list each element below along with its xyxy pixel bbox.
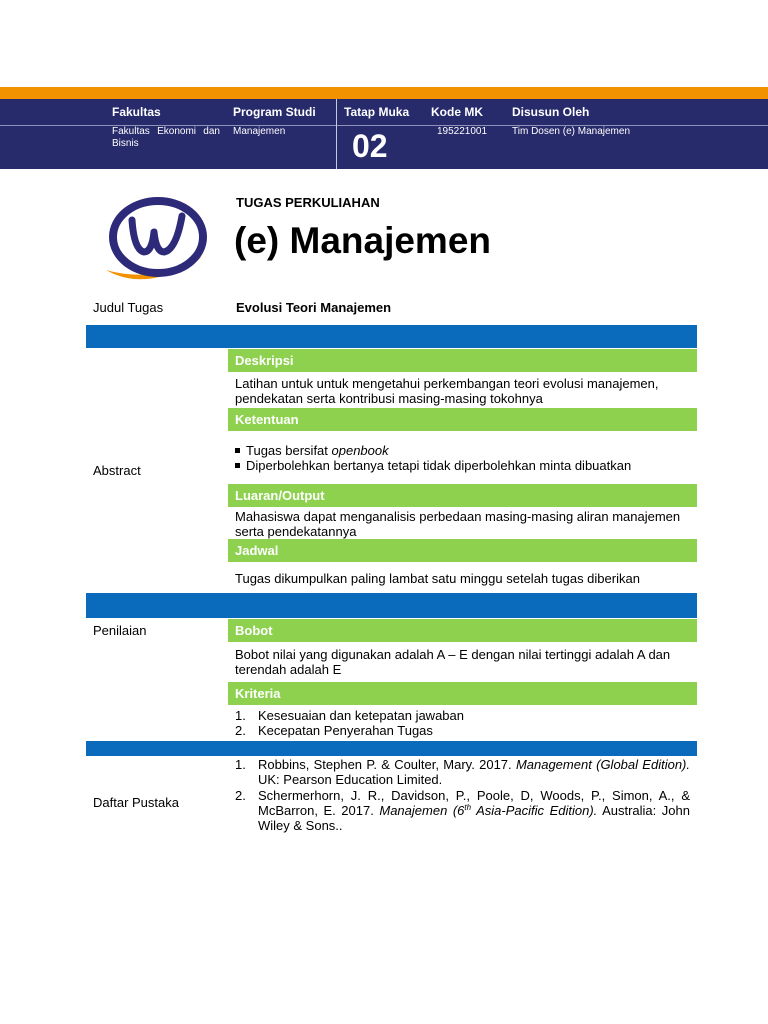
jadwal-heading: Jadwal xyxy=(228,539,697,562)
document-title: (e) Manajemen xyxy=(234,220,492,261)
header-column-divider xyxy=(336,99,337,169)
program-studi-value: Manajemen xyxy=(233,126,286,137)
program-studi-label: Program Studi xyxy=(233,105,316,119)
ketentuan-item: Diperbolehkan bertanya tetapi tidak diperbolehkan minta dibuatkan xyxy=(233,458,631,473)
penilaian-label: Penilaian xyxy=(93,623,147,638)
bobot-heading: Bobot xyxy=(228,619,697,642)
abstract-label: Abstract xyxy=(93,463,141,478)
daftar-pustaka-label: Daftar Pustaka xyxy=(93,795,179,810)
tatap-muka-label: Tatap Muka xyxy=(344,105,410,119)
section-divider xyxy=(86,325,697,348)
tatap-muka-value: 02 xyxy=(352,128,388,164)
fakultas-value: Fakultas Ekonomi dan Bisnis xyxy=(112,126,220,149)
kode-mk-label: Kode MK xyxy=(431,105,483,119)
judul-tugas-label: Judul Tugas xyxy=(93,300,164,315)
judul-tugas-value: Evolusi Teori Manajemen xyxy=(236,300,392,315)
bullet-icon xyxy=(235,448,240,453)
ketentuan-heading: Ketentuan xyxy=(228,408,697,431)
luaran-heading: Luaran/Output xyxy=(228,484,697,507)
kriteria-heading: Kriteria xyxy=(228,682,697,705)
document-type: TUGAS PERKULIAHAN xyxy=(236,195,380,210)
course-info-header xyxy=(0,99,768,169)
deskripsi-text: Latihan untuk untuk mengetahui perkembangan teori evolusi manajemen, pendekatan serta kontribusi masing-masing tokohnya xyxy=(235,376,659,406)
section-divider xyxy=(86,741,697,756)
list-item: 1. Kesesuaian dan ketepatan jawaban xyxy=(235,708,464,723)
kode-mk-value: 195221001 xyxy=(437,126,488,137)
university-logo-icon xyxy=(100,192,212,292)
disusun-oleh-value: Tim Dosen (e) Manajemen xyxy=(512,126,631,137)
reference-item: 2. Schermerhorn, J. R., Davidson, P., Poole, D, Woods, P., Simon, A., & McBarron, E. 2017. Manajemen (6th Asia-Pacific Edition). Australia: John Wiley & Sons.. xyxy=(235,788,690,833)
deskripsi-heading: Deskripsi xyxy=(228,349,697,372)
bobot-text: Bobot nilai yang digunakan adalah A – E dengan nilai tertinggi adalah A dan terendah adalah E xyxy=(235,647,671,677)
disusun-oleh-label: Disusun Oleh xyxy=(512,105,590,119)
section-divider xyxy=(86,593,697,618)
bullet-icon xyxy=(235,463,240,468)
header-accent-bar xyxy=(0,87,768,99)
fakultas-label: Fakultas xyxy=(112,105,161,119)
jadwal-text: Tugas dikumpulkan paling lambat satu minggu setelah tugas diberikan xyxy=(235,571,640,586)
ketentuan-item: Tugas bersifat openbook xyxy=(233,443,389,458)
luaran-text: Mahasiswa dapat menganalisis perbedaan masing-masing aliran manajemen serta pendekatannya xyxy=(235,509,681,539)
reference-item: 1. Robbins, Stephen P. & Coulter, Mary. 2017. Management (Global Edition). UK: Pearson Education Limited. xyxy=(235,757,690,787)
list-item: 2. Kecepatan Penyerahan Tugas xyxy=(235,723,433,738)
